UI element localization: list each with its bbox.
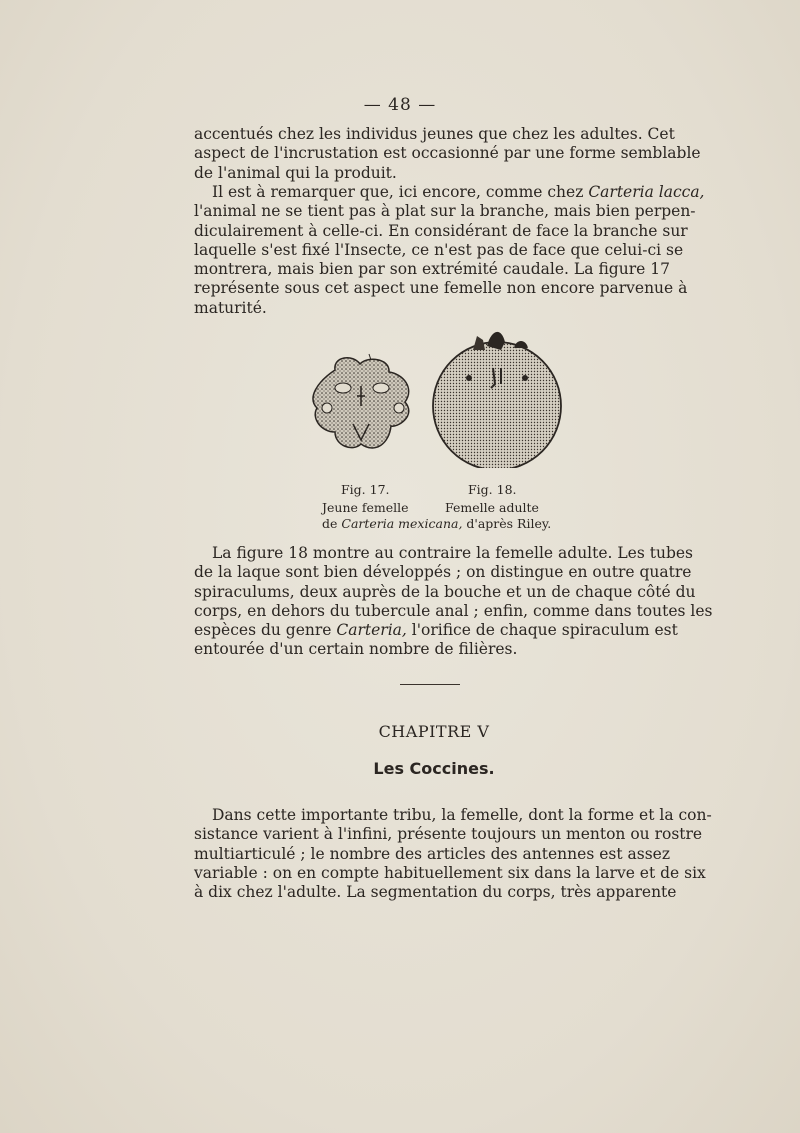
chapter-title: CHAPITRE V: [378, 722, 490, 741]
fig18-label: Fig. 18.: [468, 482, 517, 497]
text-line: l'animal ne se tient pas à plat sur la branche, mais bien perpen-: [194, 202, 696, 221]
text-span: espèces du genre: [194, 621, 337, 640]
text-line: diculairement à celle-ci. En considérant de face la branche sur: [194, 221, 688, 240]
text-line: entourée d'un certain nombre de filières.: [194, 640, 518, 659]
text-line: La figure 18 montre au contraire la femelle adulte. Les tubes: [212, 544, 693, 562]
text-line: [194, 183, 705, 202]
text-line: variable : on en compte habituellement six dans la larve et de six: [194, 863, 706, 882]
fig17-label: Fig. 17.: [341, 482, 390, 497]
text-line: [194, 621, 678, 640]
text-line: accentués chez les individus jeunes que chez les adultes. Cet: [194, 125, 675, 143]
paragraph-2: [194, 183, 705, 318]
paragraph-4: [194, 806, 712, 902]
caption-suffix: d'après Riley.: [462, 516, 552, 531]
fig17-drawing: [313, 354, 409, 448]
genus-name: Carteria,: [336, 621, 407, 640]
text-line: de la laque sont bien développés ; on distingue en outre quatre: [194, 563, 692, 582]
fig18-description: Femelle adulte: [445, 500, 539, 515]
text-span: l'orifice de chaque spiraculum est: [406, 621, 678, 640]
figure-illustrations: [305, 328, 575, 468]
text-line: Dans cette importante tribu, la femelle, dont la forme et la con-: [212, 806, 712, 824]
figure-caption-source: [322, 516, 551, 532]
text-line: spiraculums, deux auprès de la bouche et un de chaque côté du: [194, 582, 696, 601]
text-line: de l'animal qui la produit.: [194, 163, 397, 182]
text-line: montrera, mais bien par son extrémité caudale. La figure 17: [194, 260, 670, 279]
caption-species: Carteria mexicana,: [341, 516, 463, 531]
fig18-drawing: [433, 332, 561, 468]
text-line: laquelle s'est fixé l'Insecte, ce n'est pas de face que celui-ci se: [194, 240, 684, 259]
paragraph-1: [194, 125, 701, 183]
scale-insect-drawings: [305, 328, 575, 468]
text-line: maturité.: [194, 298, 267, 317]
text-span: Il est à remarquer que, ici encore, comme chez: [212, 183, 589, 201]
caption-prefix: de: [322, 516, 342, 531]
text-line: à dix chez l'adulte. La segmentation du corps, très apparente: [194, 883, 677, 902]
text-line: corps, en dehors du tubercule anal ; enfin, comme dans toutes les: [194, 601, 713, 620]
text-line: représente sous cet aspect une femelle non encore parvenue à: [194, 279, 688, 298]
fig17-description: Jeune femelle: [322, 500, 409, 515]
chapter-subtitle: Les Coccines.: [373, 759, 495, 778]
text-line: sistance varient à l'infini, présente toujours un menton ou rostre: [194, 825, 703, 844]
text-line: multiarticulé ; le nombre des articles des antennes est assez: [194, 844, 670, 863]
species-name: Carteria lacca,: [588, 183, 705, 201]
page-number: — 48 —: [363, 95, 437, 115]
section-divider: [400, 684, 460, 685]
paragraph-3: [194, 544, 713, 660]
text-line: aspect de l'incrustation est occasionné par une forme semblable: [194, 144, 701, 163]
